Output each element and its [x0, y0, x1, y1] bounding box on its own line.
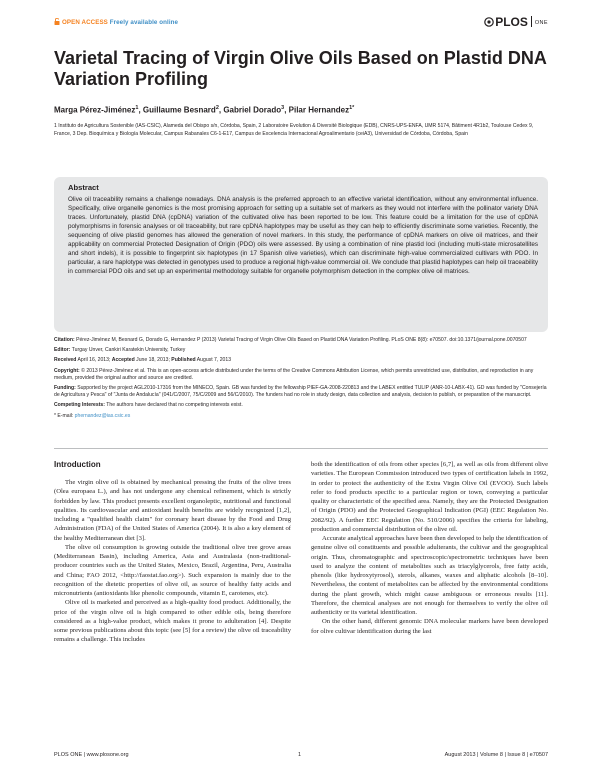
abstract-heading: Abstract: [68, 183, 99, 192]
author-affiliation-mark: 1*: [349, 105, 355, 111]
introduction-heading: Introduction: [54, 460, 101, 469]
author-separator: ,: [138, 105, 143, 115]
editor: [54, 347, 548, 354]
plos-one-logo: [484, 15, 548, 29]
author-name: Gabriel Dorado: [223, 105, 282, 115]
open-access-label: OPEN ACCESS: [62, 19, 108, 26]
plos-logo-icon: [484, 17, 494, 27]
abstract-text: Olive oil traceability remains a challenge nowadays. DNA analysis is the preferred approach to an effective varietal identification, without any environmental influence. Specifically, olive organelle genomics is the most promising approach for setting up a suitable set of markers as they would not interfere with the pollinator variety DNA traces. Unfortunately, plastid DNA (cpDNA) variation of the cultivated olive has been reported to be low. This feature could be a limitation for the use of cpDNA polymorphisms in forensic analyses or oil traceability, but rare cpDNA haplotypes may be useful as they can help to efficiently discriminate some varieties. Recently, the sequencing of olive plastid genomes has allowed the generation of novel markers. In this study, the performance of cpDNA markers on olive oil matrices, and their applicability on commercial Protected Designation of Origin (PDO) oils were assessed. By using a combination of nine plastid loci (including multi-state microsatellites and short indels), it is possible to fingerprint six haplotypes (in 17 Spanish olive varieties), which can discriminate high-value commercialized cultivars with PDO. In particular, a rare haplotype was detected in genotypes used to produce a regional high-value commercial oil. We conclude that plastid haplotypes can help oil traceability in commercial PDO oils and set up an experimental methodology suitable for organelle polymorphism detection in the complex olive oil matrices.: [68, 196, 538, 276]
left-column: [54, 460, 291, 645]
author-list: [54, 105, 554, 115]
funding-label: Funding:: [54, 385, 76, 392]
body-paragraph: The olive oil consumption is growing outside the traditional olive tree grove areas (Mediterranean Basin), including America, Asia and Australasia (non-traditional-producer countries such as the United States, Mexico, Brazil, Argentina, Peru, Australia and China; FAO 2012, <http://faostat.fao.org>). Such expansion is mainly due to the recognition of the dietetic properties of olive oil, as source of healthy fatty acids and micronutrients (antioxidants like phenolic compounds, vitamin E, carotenes, etc).: [54, 543, 291, 597]
author-name: Guillaume Besnard: [142, 105, 216, 115]
competing-label: Competing Interests:: [54, 402, 105, 409]
footer-issue: August 2013 | Volume 8 | Issue 8 | e70507: [444, 752, 548, 758]
received-label: Received: [54, 357, 77, 364]
abstract-box: [54, 177, 548, 332]
author-name: Marga Pérez-Jiménez: [54, 105, 136, 115]
body-paragraph: Accurate analytical approaches have been then developed to help the identification of genuine olive oil constituents and possible adulterants, the cultivar and the geographical origin. Thus, chromatographic and spectroscopic/spectrometric techniques have been used to analyze the content of metabolites such as triacylglycerols, free fatty acids, phenols (like hydroxytyrosol), sterols, alkanes, waxes and aliphatic alcohols [8–10]. Nevertheless, the content of metabolites can be affected by the environmental conditions during the plant growth, which might cause ambiguous or erroneous results [11]. Therefore, the chemical analyses are not enough for themselves to verify the olive oil authenticity or its varietal identification.: [311, 535, 548, 616]
citation-text: Pérez-Jiménez M, Besnard G, Dorado G, Hernandez P (2013) Varietal Tracing of Virgin Olive Oils Based on Plastid DNA Variation Profiling. PLoS ONE 8(8): e70507. doi:10.1371/journal.pone.0070507: [76, 337, 527, 343]
footer-journal-name: PLOS ONE: [54, 752, 83, 758]
author-separator: ,: [284, 105, 289, 115]
body-paragraph: both the identification of oils from other species [6,7], as well as oils from different olive varieties. The European Commission introduced two types of certification labels in 1992, in order to protect the authenticity of the Extra Virgin Olive Oil (EVOO). Such labels refer to food products specific to a particular region or town, conveying a particular quality or characteristic of the specified area. Namely, they are the Protected Designation of Origin (PDO) and the Protected Geographical Indication (PGI) (EEC Regulation No. 2082/92). A further EEC Regulation (No. 510/2006) specifies the criteria for labeling, production and commercial distribution of the olive oil.: [311, 461, 548, 533]
page-footer: [54, 752, 548, 762]
email: [54, 413, 548, 420]
open-access-badge: [54, 18, 178, 26]
accepted-date: June 18, 2013;: [136, 357, 170, 364]
author-affiliation-mark: 3: [281, 105, 285, 111]
freely-available-label: Freely available online: [109, 19, 179, 26]
author-name: Pilar Hernandez: [288, 105, 350, 115]
author-affiliation-mark: 2: [215, 105, 219, 111]
dates: [54, 357, 548, 364]
copyright-label: Copyright:: [54, 367, 80, 374]
funding: [54, 385, 548, 399]
copyright-text: © 2013 Pérez-Jiménez et al. This is an open-access article distributed under the terms of the Creative Commons Attribution License, which permits unrestricted use, distribution, and reproduction in any medium, provided the original author and source are credited.: [54, 367, 534, 381]
published-date: August 7, 2013: [196, 357, 232, 364]
footer-url[interactable]: www.plosone.org: [86, 752, 129, 758]
body-paragraph: The virgin olive oil is obtained by mechanical pressing the fruits of the olive trees (Olea europaea L.), and has not undergone any chemical refinement, which is strictly forbidden by law. This product presents excellent organoleptic, nutritional and functional qualities. Its cardiovascular and antioxidant health benefits are widely recognized [1,2], including a "qualified health claim" for coronary heart disease by the Food and Drug Administration (FDA) of the United States of America (2004). It is also a key element of the healthy Mediterranean diet [3].: [54, 479, 291, 542]
article-title: Varietal Tracing of Virgin Olive Oils Based on Plastid DNA Variation Profiling: [54, 48, 547, 89]
received-date: April 16, 2013;: [77, 357, 111, 364]
logo-divider: [531, 16, 532, 27]
citation: [54, 337, 548, 344]
logo-plos-text: PLOS: [495, 15, 528, 29]
copyright: [54, 368, 548, 382]
email-link[interactable]: phernandez@ias.csic.es: [74, 412, 131, 419]
journal-header: [54, 15, 548, 37]
section-divider: [54, 448, 548, 449]
editor-text: Turgay Unver, Cankiri Karatekin University, Turkey: [71, 347, 186, 354]
body-paragraph: Olive oil is marketed and perceived as a high-quality food product. Additionally, the price of the virgin olive oil is high compared to other edible oils, being therefore considered as a high-value product, which makes it prone to adulteration [4]. Despite some previous publications about this topic (see [5] for a review) the olive oil traceability remains a challenge. This includes: [54, 599, 291, 644]
competing-text: The authors have declared that no competing interests exist.: [106, 402, 243, 409]
logo-one-text: ONE: [534, 20, 548, 26]
author-affiliation-mark: 1: [135, 105, 139, 111]
email-label: * E-mail:: [54, 412, 74, 419]
open-lock-icon: [54, 18, 60, 25]
page-number: 1: [298, 752, 302, 758]
competing-interests: [54, 402, 548, 409]
funding-text: Supported by the project AGL2010-17316 from the MINECO, Spain. GB was funded by the fellowship PIEF-GA-2008-220813 and the LABEX entitled TULIP (ANR-10-LABX-41). GD was funded by "Consejería de Agricultura y Pesca" of "Junta de Andalucía" (041/C/2007, 75/C/2009 and 56/C/2010). The funders had no role in study design, data collection and analysis, decision to publish, or preparation of the manuscript.: [54, 385, 547, 399]
accepted-label: Accepted: [111, 357, 135, 364]
published-label: Published: [171, 357, 196, 364]
article-metadata: [54, 337, 548, 420]
author-separator: ,: [218, 105, 224, 115]
body-paragraph: On the other hand, different genomic DNA molecular markers have been developed for olive cultivar identification during the last: [311, 618, 548, 635]
editor-label: Editor:: [54, 347, 71, 354]
affiliations: 1 Instituto de Agricultura Sostenible (IAS-CSIC), Alameda del Obispo s/n, Córdoba, Spain, 2 Laboratoire Evolution & Diversité Biologique (EDB), CNRS-UPS-ENFA, UMR 5174, Bâtiment 4R1b2, Toulouse Cedex 9, France, 3 Dep. Bioquímica y Biología Molecular, Campus Rabanales C6-1-E17, Campus de Excelencia Internacional Agroalimentario (ceiA3), Universidad de Córdoba, Córdoba, Spain: [54, 123, 534, 138]
footer-journal: PLOS ONE | www.plosone.org: [54, 752, 129, 758]
citation-label: Citation:: [54, 337, 75, 343]
right-column: [311, 460, 548, 636]
